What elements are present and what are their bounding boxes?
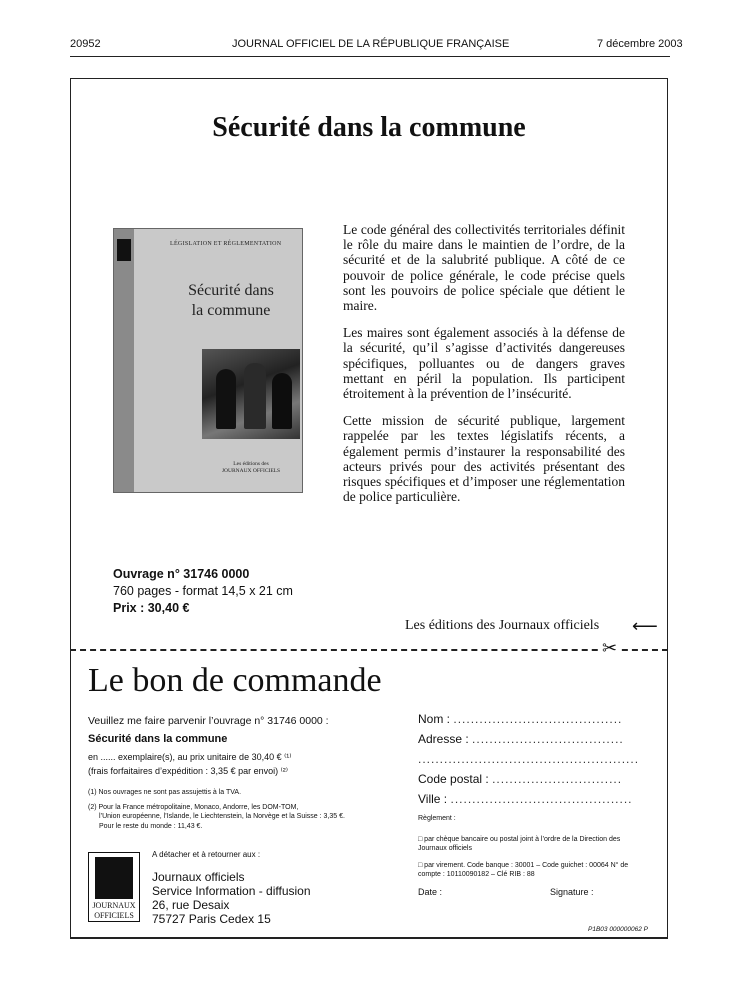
- ad-description: [343, 222, 625, 516]
- date-field[interactable]: Date :: [418, 887, 443, 897]
- cover-strip: [114, 229, 134, 492]
- cut-line: [70, 649, 668, 651]
- return-address: Journaux officiels Service Information - diffusion 26, rue Desaix 75727 Paris Cedex 15: [152, 870, 311, 926]
- detach-instruction: A détacher et à retourner aux :: [152, 850, 261, 859]
- note-2: (2) Pour la France métropolitaine, Monaco, Andorre, les DOM-TOM, l’Union européenne, l’Islande, le Liechtenstein, la Norvège et la Suisse : 3,35 €. Pour le reste du monde : 11,43 €.: [88, 803, 345, 830]
- request-text: Veuillez me faire parvenir l’ouvrage n° 31746 0000 :: [88, 715, 329, 727]
- work-format: 760 pages - format 14,5 x 21 cm: [113, 584, 293, 598]
- postal-code-field[interactable]: Code postal : ..............................: [418, 772, 623, 786]
- page-date: 7 décembre 2003: [597, 38, 683, 50]
- payment-label: Règlement :: [418, 815, 456, 822]
- order-form-title: Le bon de commande: [88, 662, 382, 699]
- cover-series: LÉGISLATION ET RÉGLEMENTATION: [170, 241, 282, 247]
- work-number: Ouvrage n° 31746 0000: [113, 567, 250, 581]
- shipping-line: (frais forfaitaires d’expédition : 3,35 € par envoi) ⁽²⁾: [88, 766, 289, 776]
- name-field[interactable]: Nom : .......................................: [418, 712, 623, 726]
- book-cover-image: [113, 228, 303, 493]
- ad-title: Sécurité dans la commune: [212, 112, 526, 143]
- order-form-right: [418, 712, 658, 901]
- scissors-icon: ✂: [602, 638, 618, 658]
- book-title: Sécurité dans la commune: [88, 733, 228, 745]
- bottom-rule: [70, 938, 668, 939]
- city-field[interactable]: Ville : ..........................................: [418, 792, 633, 806]
- signature-field[interactable]: Signature :: [550, 887, 594, 897]
- arrow-left-icon: ⟵: [632, 616, 658, 636]
- page-number: 20952: [70, 38, 101, 50]
- work-price: Prix : 30,40 €: [113, 601, 190, 615]
- address-field-2[interactable]: ...................................................: [418, 752, 640, 766]
- journaux-officiels-logo: JOURNAUX OFFICIELS: [88, 852, 140, 922]
- address-field[interactable]: Adresse : ...................................: [418, 732, 624, 746]
- paragraph-3: Cette mission de sécurité publique, largement rappelée par les textes législatifs récents, a également permis d’instaurer la responsabilité des acteurs privés pour des activités présentant des risques spécifiques et d’imposer une réglementation de police particulière.: [343, 413, 625, 505]
- cover-logo-icon: [117, 239, 131, 261]
- payment-cheque-option[interactable]: □ par chèque bancaire ou postal joint à l’ordre de la Direction des Journaux officiels: [418, 836, 621, 852]
- header-rule: [70, 56, 670, 57]
- cover-publisher: Les éditions des JOURNAUX OFFICIELS: [221, 461, 281, 474]
- journal-title: JOURNAL OFFICIEL DE LA RÉPUBLIQUE FRANÇAISE: [232, 38, 510, 50]
- reference-code: P1B03 000000062 P: [588, 926, 648, 933]
- cover-photo: [202, 349, 300, 439]
- payment-transfer-option[interactable]: □ par virement. Code banque : 30001 – Code guichet : 00064 N° de compte : 10110090182 – Clé RIB : 88: [418, 862, 629, 878]
- cover-title-line1: Sécurité dans: [188, 282, 274, 299]
- cover-title: [166, 281, 296, 321]
- order-form-left: [88, 714, 393, 831]
- editions-label: Les éditions des Journaux officiels: [405, 618, 600, 633]
- paragraph-2: Les maires sont également associés à la défense de la sécurité, qu’il s’agisse d’activités dangereuses spécifiques, polluantes ou de dangers graves mettant en péril la population. Ils participent étroitement à la prévention de l’insécurité.: [343, 325, 625, 402]
- order-info: [113, 566, 293, 617]
- cover-title-line2: la commune: [191, 302, 271, 319]
- note-1: (1) Nos ouvrages ne sont pas assujettis à la TVA.: [88, 789, 242, 796]
- copies-line[interactable]: en ...... exemplaire(s), au prix unitaire de 30,40 € ⁽¹⁾: [88, 752, 292, 762]
- paragraph-1: Le code général des collectivités territoriales définit le rôle du maire dans le maintien de l’ordre, de la sécurité et de la salubrité publique. A côté de ce pouvoir de police générale, le code précise quels sont les pouvoirs de police spéciale que détient le maire.: [343, 222, 625, 314]
